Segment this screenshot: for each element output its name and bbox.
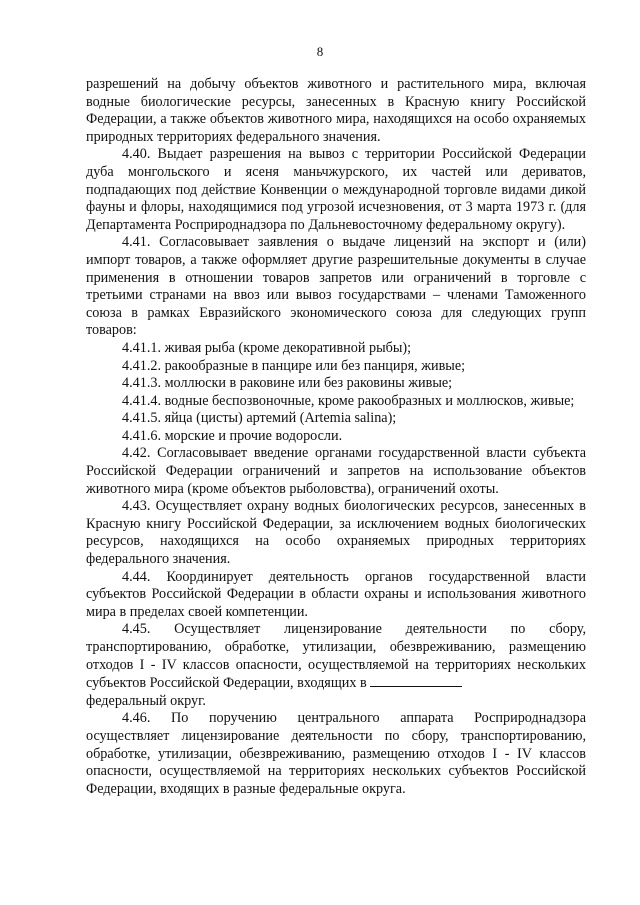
- page-number: 8: [316, 44, 324, 59]
- item-4-41-2: 4.41.2. ракообразные в панцире или без панциря, живые;: [122, 357, 466, 374]
- item-4-41-3: 4.41.3. моллюски в раковине или без раковины живые;: [122, 375, 453, 392]
- paragraph-4-43: 4.43. Осуществляет охрану водных биологических ресурсов, занесенных в Красную книгу Российской Федерации, за исключением водных биологических ресурсов, находящихся на особо охраняемых природных территориях федерального значения.: [86, 498, 586, 568]
- paragraph-4-46: 4.46. По поручению центрального аппарата Росприроднадзора осуществляет лицензирование деятельности по сбору, транспортированию, обработке, утилизации, обезвреживанию, размещению отходов I - IV классов опасности, осуществляемой на территориях нескольких субъектов Российской Федерации, входящих в разные федеральные округа.: [86, 710, 586, 797]
- item-4-41-6: 4.41.6. морские и прочие водоросли.: [122, 427, 343, 444]
- item-4-41-5: 4.41.5. яйца (цисты) артемий (Artemia salina);: [122, 410, 397, 427]
- paragraph-4-42: 4.42. Согласовывает введение органами государственной власти субъекта Российской Федерации ограничений и запретов на использование объектов животного мира (кроме объектов рыболовства), ограничений охоты.: [86, 445, 586, 497]
- paragraph-4-45-text: 4.45. Осуществляет лицензирование деятельности по сбору, транспортированию, обработке, утилизации, обезвреживанию, размещению отходов I - IV классов опасности, осуществляемой на территориях нескольких субъектов Российской Федерации, входящих в: [86, 621, 586, 692]
- document-body: [86, 76, 586, 798]
- paragraph-4-40: 4.40. Выдает разрешения на вывоз с территории Российской Федерации дуба монгольского и ясеня маньчжурского, их частей или дериватов, подпадающих под действие Конвенции о международной торговле видами дикой фауны и флоры, находящимися под угрозой исчезновения, от 3 марта 1973 г. (для Департамента Росприроднадзора по Дальневосточному федеральному округу).: [86, 146, 586, 233]
- paragraph-4-41: 4.41. Согласовывает заявления о выдаче лицензий на экспорт и (или) импорт товаров, а также оформляет другие разрешительные документы в случае применения в отношении товаров запретов или ограничений в торговле с третьими странами на ввоз или вывоз государствами – членами Таможенного союза в рамках Евразийского экономического союза для следующих групп товаров:: [86, 234, 586, 339]
- paragraph-4-45-end: федеральный округ.: [86, 692, 206, 709]
- item-4-41-1: 4.41.1. живая рыба (кроме декоративной рыбы);: [122, 339, 412, 356]
- paragraph-4-45: [86, 621, 586, 692]
- paragraph-continuation: разрешений на добычу объектов животного и растительного мира, включая водные биологические ресурсы, занесенных в Красную книгу Российской Федерации, а также объектов животного мира, находящихся на особо охраняемых природных территориях федерального значения.: [86, 76, 586, 145]
- fill-in-blank: [370, 674, 462, 687]
- paragraph-4-44: 4.44. Координирует деятельность органов государственной власти субъектов Российской Федерации в области охраны и использования животного мира в пределах своей компетенции.: [86, 568, 586, 620]
- item-4-41-4: 4.41.4. водные беспозвоночные, кроме ракообразных и моллюсков, живые;: [122, 392, 575, 409]
